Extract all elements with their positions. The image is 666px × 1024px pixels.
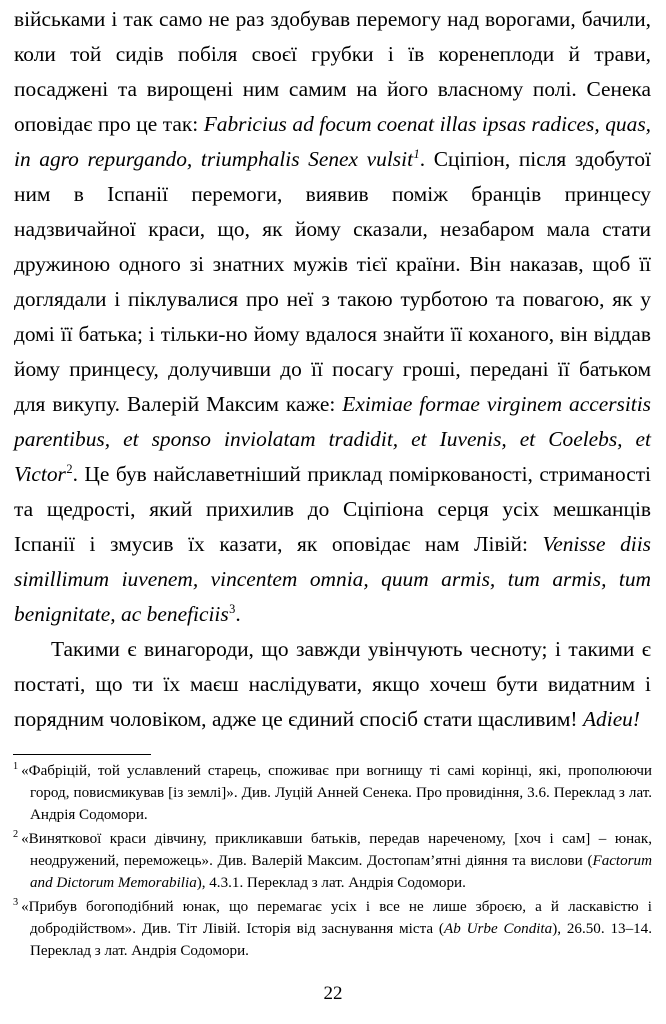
footnote-reference: 2 xyxy=(66,461,73,476)
footnote-reference: 1 xyxy=(413,146,420,161)
footnote-marker: 3 xyxy=(13,896,19,908)
footnote-marker: 2 xyxy=(13,828,19,840)
footnote-item: $^2$ «Виняткової краси дівчину, прикликавши батьків, передав нареченому, [хоч і сам] – юнак, неодружений, переможець». Див. Валерій Максим. Достопам’ятні діяння та вислови (Factorum and Dictorum Memorabilia), 4.3.1. Переклад з лат. Андрія Содомори. xyxy=(13,828,652,891)
body-text-block xyxy=(14,2,651,737)
footnote-item: $^3$ «Прибув богоподібний юнак, що перемагає усіх і все не лише зброєю, а й ласкавістю і добродійством». Див. Тіт Лівій. Історія від заснування міста (Ab Urbe Condita), 26.50. 13–14. Переклад з лат. Андрія Содомори. xyxy=(13,896,653,959)
footnote-separator-rule xyxy=(13,754,151,755)
footnote-item: $^1$ «Фабріцій, той уславлений старець, споживає при вогнищу ті самі корінці, які, прополюючи город, повисмикував [із землі]». Див. Луцій Анней Сенека. Про провидіння, 3.6. Переклад з лат. Андрія Содомори. xyxy=(13,760,652,823)
paragraph-closing: Такими є винагороди, що завжди увінчують чесноту; і такими є постаті, що ти їх маєш наслідувати, якщо хочеш бути видатним і порядним чоловіком, адже це єдиний спосіб стати щасливим! Adieu! xyxy=(14,637,651,731)
footnote-marker: 1 xyxy=(13,760,19,772)
footnote-reference: 3 xyxy=(229,601,236,616)
paragraph-main: військами і так само не раз здобував перемогу над ворогами, бачили, коли той сидів побіля своєї грубки і їв коренеплоди й трави, посаджені та вирощені ним самим на його власному полі. Сенека оповідає про це так: Fabricius ad focum coenat illas ipsas radices, quas, in agro repurgando, triumphalis Senex vulsit$^1$. Сціпіон, після здобутої ним в Іспанії перемоги, виявив поміж бранців принцесу надзвичайної краси, що, як йому сказали, незабаром мала стати дружиною одного зі знатних мужів тієї країни. Він наказав, щоб її доглядали і піклувалися про неї з такою турботою та повагою, як у домі її батька; і тільки-но йому вдалося знайти її коханого, він віддав йому принцесу, долучивши до її посагу гроші, передані її батьком для викупу. Валерій Максим каже: Eximiae formae virginem accersitis parentibus, et sponso inviolatam tradidit, et Iuvenis, et Coelebs, et Victor$^2$. Це був найславетніший приклад поміркованості, стриманості та щедрості, який прихилив до Сціпіона серця усіх мешканців Іспанії і змусив їх казати, як оповідає нам Лівій: Venisse diis simillimum iuvenem, vincentem omnia, quum armis, tum armis, tum benignitate, ac beneficiis$^3$. xyxy=(14,7,651,626)
page-number: 22 xyxy=(323,983,343,1004)
footnotes-block xyxy=(13,760,652,964)
